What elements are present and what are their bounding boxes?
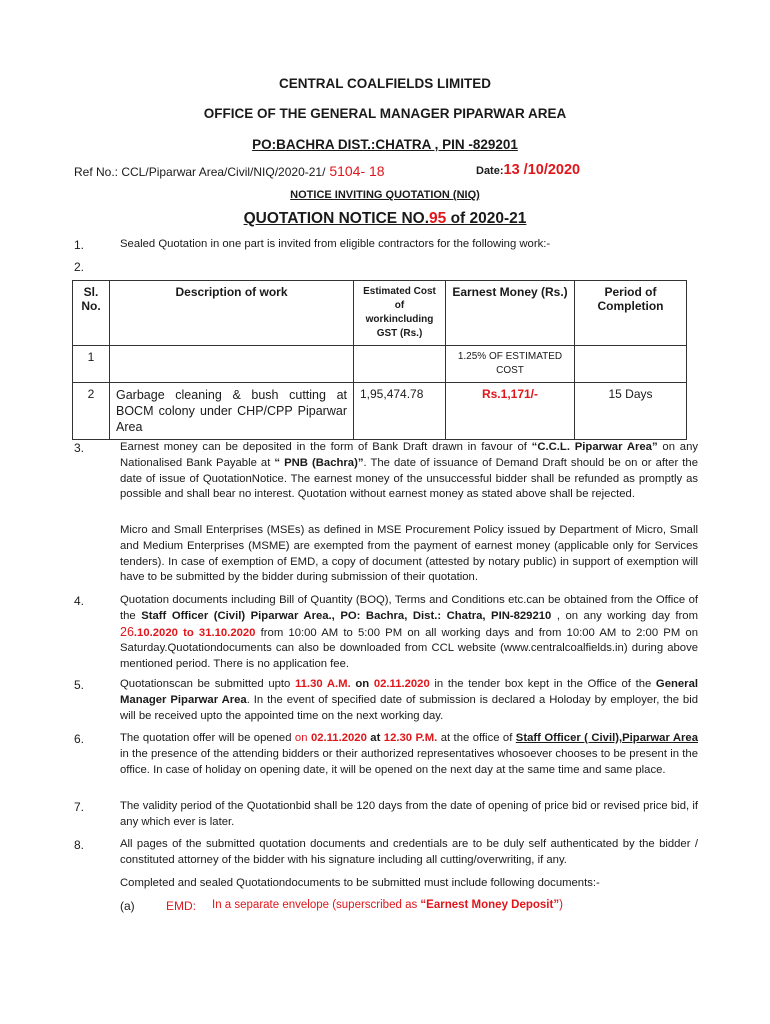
row1-period [575, 346, 687, 383]
item8-number: 8. [74, 838, 85, 852]
item4-text [120, 593, 698, 673]
sub-a-label: (a) [120, 899, 135, 913]
header-sl: Sl. No. [73, 281, 110, 346]
item6-b: on [294, 732, 311, 744]
item3-e: . The date of issuance of Demand Draft should be on or after the date of issue of QuotationNotice. The earnest money of the unsuccessful bidder shall be refunded as promptly as possible and shall bear no interest. Quotation without earnest money as stated above shall be rejected. [120, 456, 698, 501]
item6-number: 6. [74, 732, 85, 746]
header-description: Description of work [110, 281, 354, 346]
office-address: PO:BACHRA DIST.:CHATRA , PIN -829201 [252, 137, 518, 152]
item2-number: 2. [74, 260, 85, 274]
item3-c: on any Nationalised Bank Payable at [120, 441, 698, 469]
row2-earnest: Rs.1,171/- [446, 383, 575, 440]
office-name: OFFICE OF THE GENERAL MANAGER PIPARWAR AREA [203, 106, 567, 121]
item3-text [120, 440, 698, 503]
sub-a-text [212, 899, 563, 911]
item6-c: 02.11.2020 [310, 732, 367, 744]
item5-b: 11.30 A.M. [294, 678, 351, 690]
item1-text: Sealed Quotation in one part is invited from eligible contractors for the following work:- [120, 238, 551, 250]
item7-number: 7. [74, 800, 85, 814]
row1-earnest: 1.25% OF ESTIMATED COST [446, 346, 575, 383]
item7-text: The validity period of the Quotationbid shall be 120 days from the date of opening of price bid or revised price bid, if any which ever is later. [120, 800, 698, 828]
item6-a: The quotation offer will be opened [120, 732, 295, 744]
item3-b: “C.C.L. Piparwar Area” [531, 441, 658, 453]
item6-h: in the presence of the attending bidders or their authorized representatives whosoever chooses to be present in the office. In case of holiday on opening date, it will be opened on the next day at the same time and same place. [120, 747, 698, 776]
row2-sl: 2 [73, 383, 110, 440]
item6-g: Staff Officer ( Civil),Piparwar Area [515, 732, 698, 744]
row2-period: 15 Days [575, 383, 687, 440]
item4-a: Quotation documents including Bill of Quantity (BOQ), Terms and Conditions etc.can be obtained from the Office of the [120, 594, 698, 622]
table-row [73, 383, 687, 440]
header-cost: Estimated Cost of workincluding GST (Rs.) [354, 281, 446, 346]
item4-c: , on any working day from [551, 609, 698, 622]
header-period: Period of Completion [575, 281, 687, 346]
date-value: 13 /10/2020 [503, 162, 581, 178]
ref-prefix: Ref No.: CCL/Piparwar Area/Civil/NIQ/2020-21/ [74, 165, 326, 179]
sub-a-text-main: In a separate envelope (superscribed as [212, 899, 421, 911]
work-table [72, 280, 687, 440]
item5-c: on [350, 678, 374, 690]
item4-b: Staff Officer (Civil) Piparwar Area., PO: Bachra, Dist.: Chatra, PIN-829210 [141, 609, 552, 622]
row2-desc: Garbage cleaning & bush cutting at BOCM colony under CHP/CPP Piparwar Area [110, 383, 354, 440]
sub-a-emd: EMD: [166, 899, 196, 913]
notice-suffix: of 2020-21 [446, 210, 527, 227]
item6-d: at [366, 732, 384, 744]
date-label: Date: [476, 165, 504, 177]
notice-number: 95 [429, 210, 447, 227]
table-header-row [73, 281, 687, 346]
header-earnest: Earnest Money (Rs.) [446, 281, 575, 346]
row2-cost: 1,95,474.78 [354, 383, 446, 440]
item5-g: . In the event of specified date of submission is declared a Holoday by employer, the bid will be received upto the appointed time on the next working day. [120, 693, 699, 722]
item3-d: “ PNB (Bachra)” [274, 456, 364, 469]
item5-number: 5. [74, 678, 85, 692]
ref-line [74, 163, 385, 179]
item5-a: Quotationscan be submitted upto [120, 678, 295, 690]
table-row [73, 346, 687, 383]
item5-f: General Manager Piparwar Area [120, 678, 698, 706]
item5-text [120, 677, 698, 724]
sub-a-text-bold: “Earnest Money Deposit” [420, 899, 560, 911]
mse-text: Micro and Small Enterprises (MSEs) as defined in MSE Procurement Policy issued by Department of Micro, Small and Medium Enterprises (MSME) are exempted from the payment of earnest money (applicable only for Services tenders). In case of exemption of EMD, a copy of document (attested by notary public) in support of exemption will have to be submitted by the bidder during submission of their quotation. [120, 524, 698, 584]
sub-a-text-close: ) [559, 899, 563, 911]
item4-number: 4. [74, 594, 85, 608]
item6-e: 12.30 P.M. [383, 732, 438, 744]
notice-prefix: QUOTATION NOTICE NO. [243, 210, 430, 227]
notice-title [0, 210, 770, 228]
item5-e: in the tender box kept in the Office of the [429, 678, 656, 690]
item6-f: at the office of [437, 732, 516, 744]
date-line [476, 161, 580, 179]
row1-sl: 1 [73, 346, 110, 383]
item3-number: 3. [74, 441, 85, 455]
item1-number: 1. [74, 238, 85, 252]
ref-number: 5104- 18 [325, 163, 385, 179]
row1-cost [354, 346, 446, 383]
company-name: CENTRAL COALFIELDS LIMITED [279, 76, 491, 91]
item4-d1: 26 [120, 624, 134, 639]
item4-e: from 10:00 AM to 5:00 PM on all working days and from 10:00 AM to 2:00 PM on Saturday.Quotationdocuments can also be downloaded from CCL website (www.centralcoalfields.in) during above mentioned period. There is no application fee. [120, 626, 698, 671]
row1-desc [110, 346, 354, 383]
niq-title: NOTICE INVITING QUOTATION (NIQ) [290, 189, 480, 201]
item8-text: All pages of the submitted quotation documents and credentials are to be duly self authenticated by the bidder / constituted attorney of the bidder with his signature including all cutting/overwriting, if any. [120, 838, 698, 866]
item6-text [120, 731, 698, 778]
item5-d: 02.11.2020 [373, 678, 430, 690]
item8-completed: Completed and sealed Quotationdocuments to be submitted must include following documents:- [120, 877, 600, 889]
item3-a: Earnest money can be deposited in the form of Bank Draft drawn in favour of [120, 441, 532, 453]
item4-d2: .10.2020 to 31.10.2020 [133, 626, 256, 639]
